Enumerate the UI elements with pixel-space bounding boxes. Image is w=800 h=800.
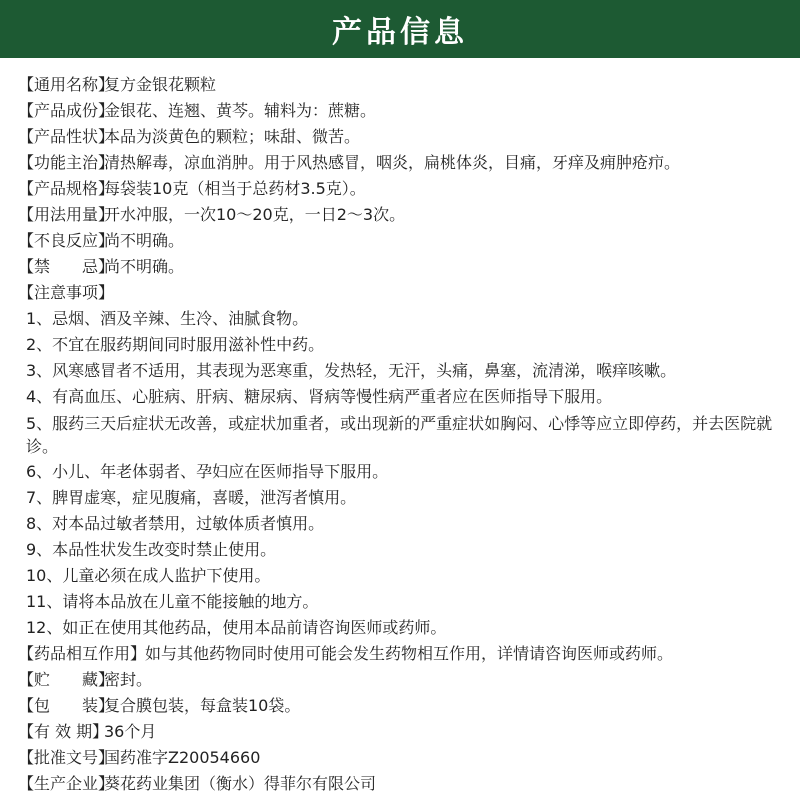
field-drug-interactions bbox=[18, 641, 790, 667]
field-label: 【包 装】 bbox=[18, 696, 115, 715]
field-value: 金银花、连翘、黄芩。辅料为：蔗糖。 bbox=[104, 101, 377, 120]
precaution-item: 5、服药三天后症状无改善，或症状加重者，或出现新的严重症状如胸闷、心悸等应立即停药，并去医院就诊。 bbox=[26, 414, 773, 456]
precaution-item: 1、忌烟、酒及辛辣、生冷、油腻食物。 bbox=[26, 309, 309, 328]
field-manufacturer bbox=[18, 771, 790, 797]
field-storage bbox=[18, 667, 790, 693]
field-label: 【药品相互作用】 bbox=[18, 644, 147, 663]
field-value: 清热解毒，凉血消肿。用于风热感冒，咽炎，扁桃体炎，目痛，牙痒及痈肿疮疖。 bbox=[104, 153, 681, 172]
field-specification bbox=[18, 176, 790, 202]
field-label: 【产品性状】 bbox=[18, 127, 115, 146]
precaution-item: 9、本品性状发生改变时禁止使用。 bbox=[26, 540, 277, 559]
field-value: 如与其他药物同时使用可能会发生药物相互作用，详情请咨询医师或药师。 bbox=[145, 644, 674, 663]
precaution-item: 3、风寒感冒者不适用，其表现为恶寒重，发热轻，无汗，头痛，鼻塞，流清涕，喉痒咳嗽。 bbox=[26, 361, 677, 380]
field-value: 尚不明确。 bbox=[104, 257, 185, 276]
precaution-item: 8、对本品过敏者禁用，过敏体质者慎用。 bbox=[26, 514, 325, 533]
product-info bbox=[0, 58, 800, 797]
field-label: 【不良反应】 bbox=[18, 231, 115, 250]
precaution-item: 7、脾胃虚寒，症见腹痛，喜暖，泄泻者慎用。 bbox=[26, 488, 357, 507]
field-label: 【有 效 期】 bbox=[18, 722, 109, 741]
field-label: 【注意事项】 bbox=[18, 283, 115, 302]
field-indications bbox=[18, 150, 790, 176]
field-label: 【生产企业】 bbox=[18, 774, 115, 793]
page-title: 产品信息 bbox=[332, 15, 468, 50]
field-generic-name bbox=[18, 72, 790, 98]
precaution-item: 4、有高血压、心脏病、肝病、糖尿病、肾病等慢性病严重者应在医师指导下服用。 bbox=[26, 387, 613, 406]
precaution-item: 2、不宜在服药期间同时服用滋补性中药。 bbox=[26, 335, 325, 354]
precaution-item: 11、请将本品放在儿童不能接触的地方。 bbox=[26, 592, 319, 611]
field-value: 尚不明确。 bbox=[104, 231, 185, 250]
field-value: 36个月 bbox=[104, 722, 157, 741]
field-package bbox=[18, 693, 790, 719]
field-value: 本品为淡黄色的颗粒；味甜、微苦。 bbox=[104, 127, 361, 146]
field-label: 【产品成份】 bbox=[18, 101, 115, 120]
field-label: 【用法用量】 bbox=[18, 205, 115, 224]
title-banner bbox=[0, 0, 800, 58]
field-value: 密封。 bbox=[104, 670, 153, 689]
precaution-item: 10、儿童必须在成人监护下使用。 bbox=[26, 566, 271, 585]
field-value: 复方金银花颗粒 bbox=[104, 75, 217, 94]
field-label: 【禁 忌】 bbox=[18, 257, 115, 276]
field-label: 【批准文号】 bbox=[18, 748, 115, 767]
field-contraindications bbox=[18, 254, 790, 280]
field-value: 每袋装10克（相当于总药材3.5克）。 bbox=[104, 179, 366, 198]
field-label: 【贮 藏】 bbox=[18, 670, 115, 689]
field-label: 【功能主治】 bbox=[18, 153, 115, 172]
field-adverse-reactions bbox=[18, 228, 790, 254]
field-value: 国药准字Z20054660 bbox=[104, 748, 261, 767]
field-value: 葵花药业集团（衡水）得菲尔有限公司 bbox=[104, 774, 377, 793]
field-value: 开水冲服，一次10～20克，一日2～3次。 bbox=[104, 205, 406, 224]
field-approval-number bbox=[18, 745, 790, 771]
field-shelf-life bbox=[18, 719, 790, 745]
field-label: 【产品规格】 bbox=[18, 179, 115, 198]
field-ingredients bbox=[18, 98, 790, 124]
precautions-heading bbox=[18, 280, 790, 306]
field-label: 【通用名称】 bbox=[18, 75, 115, 94]
field-dosage bbox=[18, 202, 790, 228]
precaution-item: 6、小儿、年老体弱者、孕妇应在医师指导下服用。 bbox=[26, 462, 389, 481]
field-value: 复合膜包装，每盒装10袋。 bbox=[104, 696, 301, 715]
precaution-item: 12、如正在使用其他药品，使用本品前请咨询医师或药师。 bbox=[26, 618, 447, 637]
field-description bbox=[18, 124, 790, 150]
